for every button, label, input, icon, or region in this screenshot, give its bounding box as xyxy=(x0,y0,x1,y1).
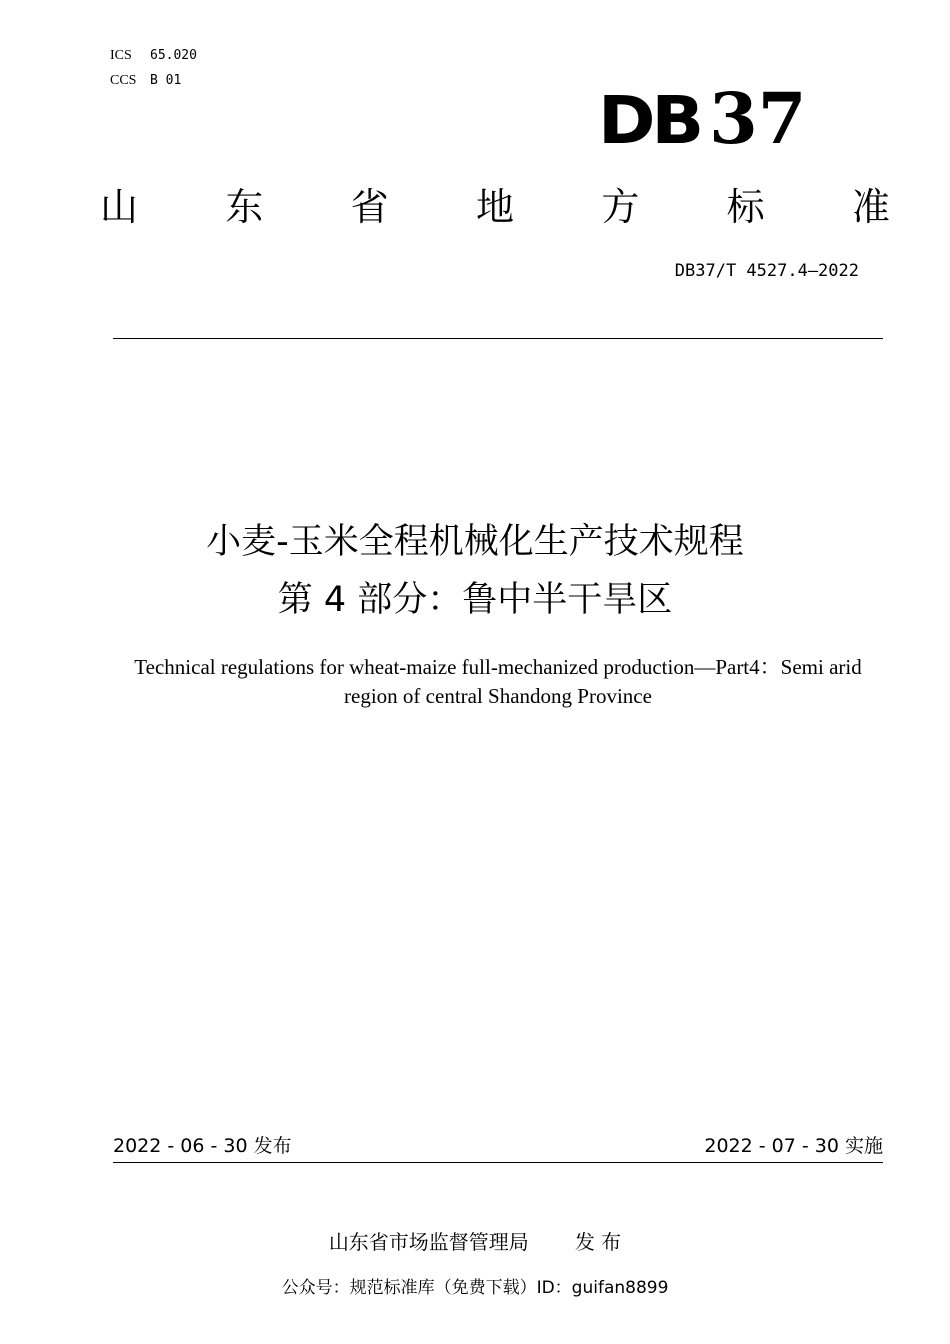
db37-logo xyxy=(598,77,807,160)
standard-number: DB37/T 4527.4—2022 xyxy=(674,261,859,281)
ics-value: 65.020 xyxy=(150,48,197,63)
cn-title-line1: 小麦-玉米全程机械化生产技术规程 xyxy=(206,522,744,562)
title-char: 准 xyxy=(851,185,890,229)
logo-letters: DB xyxy=(598,82,700,159)
implement-date: 2022 - 07 - 30 实施 xyxy=(704,1135,883,1157)
date-divider xyxy=(113,1162,883,1163)
ccs-code xyxy=(110,71,181,90)
ics-code xyxy=(110,46,197,65)
header-divider xyxy=(113,338,883,339)
ccs-label: CCS xyxy=(110,73,137,88)
title-char: 标 xyxy=(726,185,765,229)
standard-type-title xyxy=(100,185,890,229)
publisher-name: 山东省市场监督管理局 xyxy=(328,1230,529,1254)
cn-title-line2: 第 4 部分：鲁中半干旱区 xyxy=(277,580,673,620)
title-char: 山 xyxy=(100,185,139,229)
en-title: Technical regulations for wheat-maize full-mechanized production—Part4：Semi arid region of central Shandong Province xyxy=(134,655,862,708)
title-char: 东 xyxy=(225,185,264,229)
publisher-action: 发 布 xyxy=(574,1230,622,1254)
title-char: 地 xyxy=(475,185,514,229)
publisher-line xyxy=(0,1228,950,1256)
footer-note: 公众号：规范标准库（免费下载）ID：guifan8899 xyxy=(281,1278,669,1298)
logo-number: 37 xyxy=(709,77,807,160)
title-char: 方 xyxy=(601,185,640,229)
title-char: 省 xyxy=(350,185,389,229)
ccs-value: B 01 xyxy=(150,73,182,88)
issue-date: 2022 - 06 - 30 发布 xyxy=(113,1135,292,1157)
ics-label: ICS xyxy=(110,48,132,63)
